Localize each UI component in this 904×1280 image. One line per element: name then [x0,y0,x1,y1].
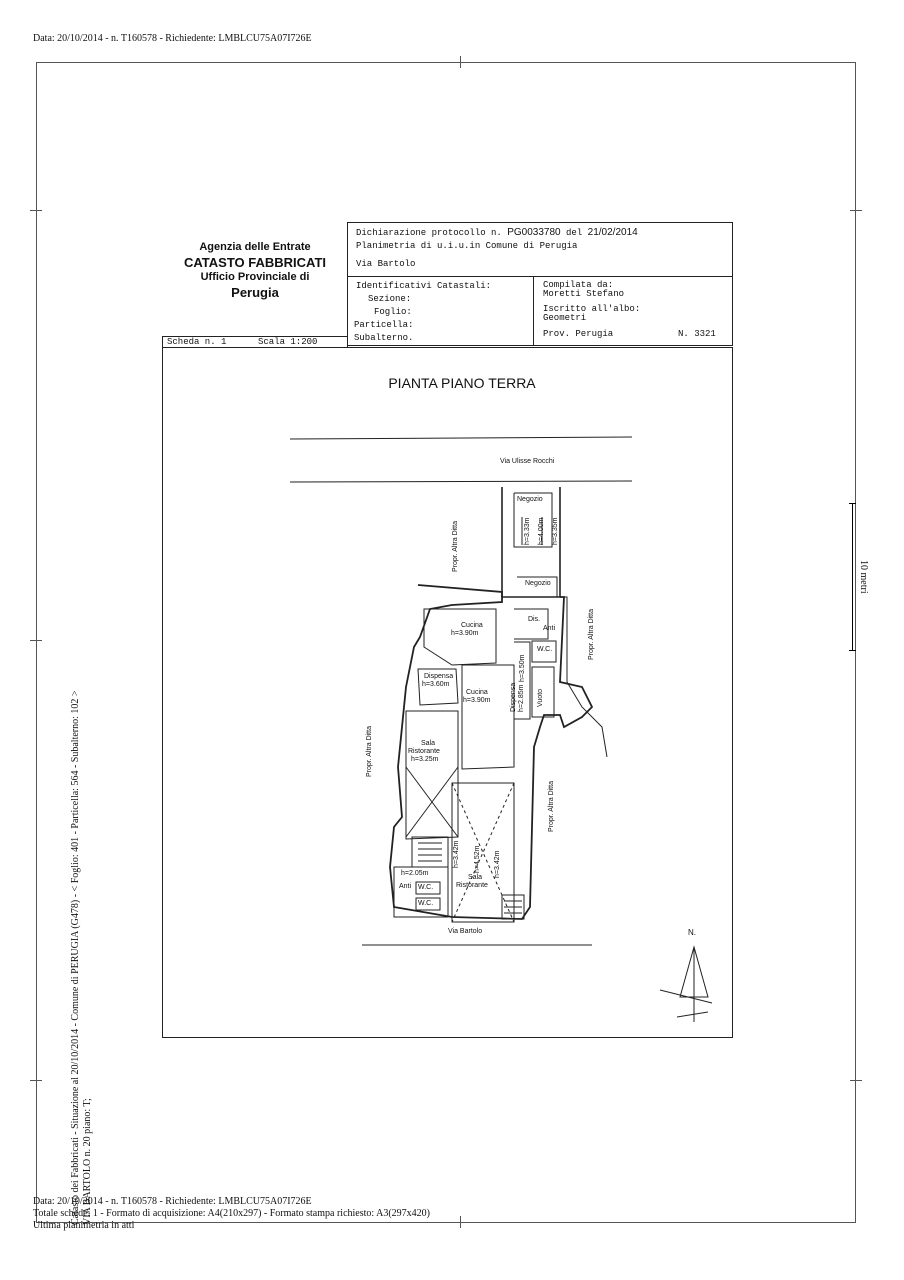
frame-tick [30,640,42,641]
albo-label: Iscritto all'albo: [543,304,641,314]
scale-label: Scala 1:200 [258,337,318,347]
footer-line2: Totale schede: 1 - Formato di acquisizione: A4(210x297) - Formato stampa richiesto: A3(297x420) [33,1208,430,1219]
declaration-box [347,222,733,346]
frame-tick [850,210,862,211]
room-label-wc: W.C. [418,900,434,907]
province-label: Prov. Perugia [543,329,614,339]
catasto-title: CATASTO FABBRICATI [183,254,327,270]
frame-bottom-line [36,1222,856,1223]
height-label: h=3.90m [451,630,479,637]
particella-label: Particella: [354,320,414,330]
frame-top-line [36,62,856,63]
decl-divider [348,276,732,277]
room-label-cucina: Cucina [461,622,483,629]
height-label: h=4.52m [474,845,481,873]
neighbour-label: Propr. Altra Ditta [366,726,373,777]
frame-tick [30,1080,42,1081]
protocol-label: Dichiarazione protocollo n. [356,228,502,238]
room-label-anti: Anti [543,625,556,632]
room-label-dispensa: Dispensa [510,682,517,712]
height-label: h=3.35m [552,517,559,545]
frame-left-line [36,62,37,1222]
street-bottom-label: Via Bartolo [448,928,483,935]
date-label: del [566,228,583,238]
room-label-sala: Sala [468,874,483,881]
height-label: h=3.90m [463,697,491,704]
frame-tick [850,1080,862,1081]
room-label-sala: Ristorante [456,882,488,889]
height-label: h=2.05m [401,870,429,877]
neighbour-label: Propr. Altra Ditta [452,521,459,572]
side-note-line1: Catasto dei Fabbricati - Situazione al 20/10/2014 - Comune di PERUGIA (G478) - < Foglio: 401 - Particella: 564 - Subalterno: 102 > [70,690,81,1225]
room-label-dis: Dis. [528,616,541,623]
province-name: Perugia [231,284,279,300]
protocol-date: 21/02/2014 [587,227,638,238]
decl-divider-v [533,276,534,346]
agency-name: Agenzia delle Entrate [199,241,311,253]
plan-title: PIANTA PIANO TERRA [388,375,536,391]
room-label-dispensa: Dispensa [424,673,454,680]
frame-right-line [855,62,856,1222]
subalterno-label: Subalterno. [354,333,414,343]
identifiers-label: Identificativi Catastali: [356,281,492,291]
room-label-wc: W.C. [418,884,434,891]
room-label-vuoto: Vuoto [537,688,544,707]
frame-tick [30,210,42,211]
scale-bar-label: 10 metri [858,560,869,594]
compiled-label: Compilata da: [543,280,614,290]
agency-block [160,241,350,301]
height-label: h=3.42m [453,840,460,868]
neighbour-label: Propr. Altra Ditta [588,609,595,660]
room-label-anti: Anti [399,883,412,890]
sezione-label: Sezione: [368,294,412,304]
protocol-number: PG0033780 [507,227,561,238]
scale-bar-tick [849,650,856,651]
albo-value: Geometri [543,313,587,323]
frame-tick [460,56,461,68]
scale-bar [852,503,853,651]
room-label-cucina: Cucina [466,689,488,696]
street-top-label: Via Ulisse Rocchi [500,458,555,465]
height-label: h=4.00m [538,517,545,545]
footer-line1: Data: 20/10/2014 - n. T160578 - Richiedente: LMBLCU75A07I726E [33,1196,312,1207]
frame-tick [460,1216,461,1228]
room-label-sala: Ristorante [408,748,440,755]
ufficio-label: Ufficio Provinciale di [200,271,310,283]
north-label: N. [688,928,696,937]
room-label-negozio: Negozio [517,496,543,503]
room-label-wc: W.C. [537,646,553,653]
height-label: h=3.33m [524,517,531,545]
address-line: Via Bartolo [356,259,416,269]
side-note-line2: VIA BARTOLO n. 20 piano: T; [82,1098,93,1225]
neighbour-label: Propr. Altra Ditta [548,781,555,832]
scale-bar-tick [849,503,856,504]
room-label-sala: Sala [421,740,436,747]
side-note [70,690,94,1225]
compiled-by: Moretti Stefano [543,289,625,299]
registration-number: N. 3321 [678,329,716,339]
height-label: h=3.25m [411,756,439,763]
planimetry-line: Planimetria di u.i.u.in Comune di Perugia [356,241,578,251]
room-label-negozio: Negozio [525,580,551,587]
height-label: h=3.60m [422,681,450,688]
foglio-label: Foglio: [374,307,412,317]
height-label: h=2.85m [518,684,525,712]
height-label: h=3.50m [519,654,526,682]
height-label: h=3.42m [494,850,501,878]
header-line: Data: 20/10/2014 - n. T160578 - Richiedente: LMBLCU75A07I726E [33,33,312,44]
footer-line3: Ultima planimetria in atti [33,1220,135,1231]
scheda-label: Scheda n. 1 [167,337,227,347]
